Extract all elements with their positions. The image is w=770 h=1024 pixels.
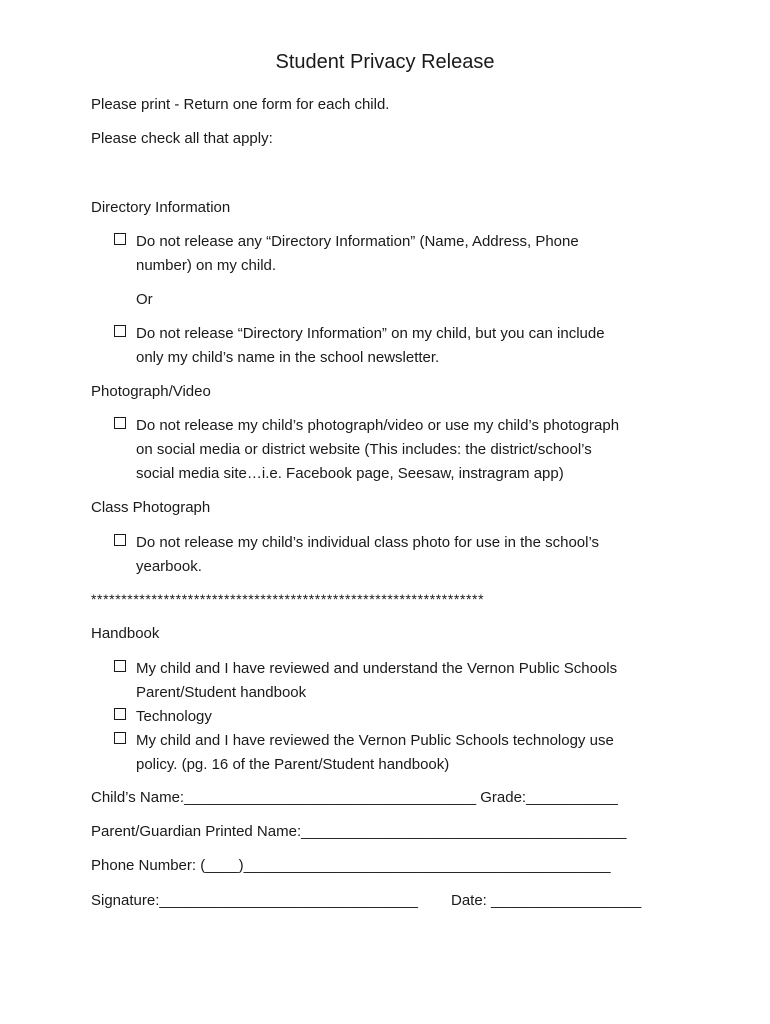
checkbox[interactable] — [114, 534, 126, 546]
directory-option-1-label: Do not release any “Directory Information” (Name, Address, Phone number) on my child. — [136, 233, 579, 274]
check-instruction: Please check all that apply: — [91, 130, 273, 147]
directory-heading: Directory Information — [91, 199, 231, 216]
directory-option-2-label: Do not release “Directory Information” on my child, but you can include only my child’s name in the school newsletter. — [136, 325, 605, 366]
signature-field[interactable]: Signature:_______________________________ — [91, 892, 418, 909]
parent-name-field[interactable]: Parent/Guardian Printed Name:_______________________________________ — [91, 823, 627, 840]
form-title: Student Privacy Release — [275, 51, 495, 73]
checkbox[interactable] — [114, 417, 126, 429]
handbook-option-2-label: Technology — [136, 708, 212, 725]
child-name-field[interactable]: Child’s Name:___________________________________ Grade:___________ — [91, 789, 618, 806]
print-instruction: Please print - Return one form for each child. — [91, 96, 390, 113]
class-photo-option-label: Do not release my child’s individual class photo for use in the school’s yearbook. — [136, 534, 600, 575]
class-photo-heading: Class Photograph — [91, 499, 211, 516]
checkbox[interactable] — [114, 732, 126, 744]
photo-video-option-label: Do not release my child’s photograph/video or use my child’s photograph on social media or district website (This includes: the district/school’s social media site…i.e. Facebook page, Seesaw, instragram app) — [136, 417, 620, 482]
checkbox[interactable] — [114, 233, 126, 245]
or-label: Or — [136, 291, 153, 308]
checkbox[interactable] — [114, 708, 126, 720]
phone-field[interactable]: Phone Number: (____)____________________________________________ — [91, 857, 611, 874]
checkbox[interactable] — [114, 660, 126, 672]
checkbox[interactable] — [114, 325, 126, 337]
handbook-option-1-label: My child and I have reviewed and understand the Vernon Public Schools Parent/Student handbook — [136, 660, 618, 701]
separator-line: ***************************************************************** — [91, 591, 485, 607]
date-field[interactable]: Date: __________________ — [451, 892, 642, 909]
handbook-option-3-label: My child and I have reviewed the Vernon Public Schools technology use policy. (pg. 16 of the Parent/Student handbook) — [136, 732, 614, 773]
photo-video-heading: Photograph/Video — [91, 383, 211, 400]
handbook-heading: Handbook — [91, 625, 160, 642]
